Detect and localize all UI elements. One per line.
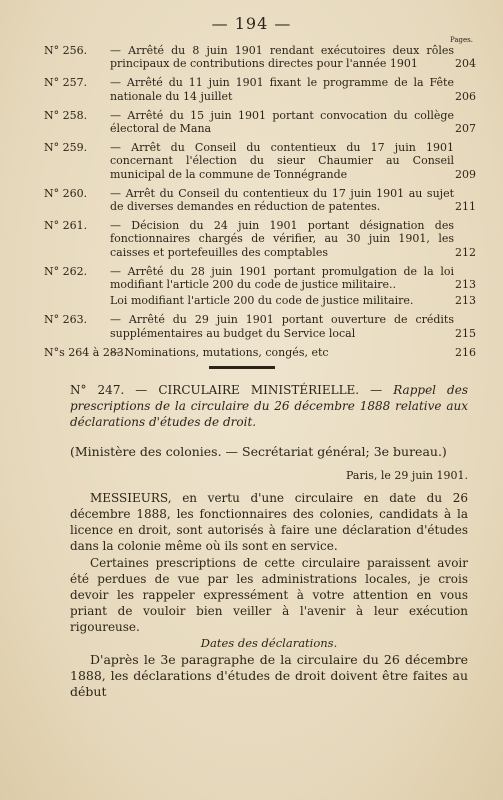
circular-number: N° 247. — CIRCULAIRE MINISTÉRIELLE. — (70, 383, 383, 397)
section-subheading: Dates des déclarations. (200, 636, 338, 650)
toc-entry-text: — Arrêté du 15 juin 1901 portant convocation du collège électoral de Mana (110, 108, 454, 136)
toc-entry-number: N° 259. (44, 141, 88, 155)
toc-entry-page: 212 (455, 245, 476, 259)
toc-entry-page: 213 (455, 294, 476, 308)
toc-entry (44, 313, 476, 339)
toc-subentry (110, 294, 476, 307)
toc-entry-page: 211 (455, 200, 476, 214)
toc-entry-text: — Nominations, mutations, congés, etc (110, 345, 329, 359)
page-number: — 194 — (211, 14, 292, 33)
toc-entry-page: 215 (455, 326, 476, 340)
toc-entry (44, 44, 476, 70)
section-divider (209, 366, 275, 369)
toc-entry (44, 265, 476, 291)
toc-entry (44, 141, 476, 181)
toc-subentry-text: Loi modifiant l'article 200 du code de justice militaire. (110, 294, 414, 308)
toc-entry-number: N° 256. (44, 44, 88, 57)
toc-entry-text: — Arrêté du 28 juin 1901 portant promulgation de la loi modifiant l'article 200 du code de justice militaire.. (110, 264, 454, 292)
paragraph: Certaines prescriptions de cette circulaire paraissent avoir été perdues de vue par les administrations locales, je crois devoir les rappeler expressément à votre attention en vous priant de vouloir bien veiller à l'avenir à leur exécution rigoureuse. (70, 556, 468, 634)
table-of-contents (44, 44, 476, 365)
toc-entry-text: — Arrêté du 29 juin 1901 portant ouverture de crédits supplémentaires au budget du Service local (110, 313, 454, 340)
toc-entry (44, 219, 476, 259)
circular-title: Rappel des prescriptions de la circulaire du 26 décembre 1888 relative aux déclarations d'études de droit. (70, 383, 468, 429)
toc-entry-page: 216 (455, 345, 476, 359)
toc-entry-number: N° 257. (44, 76, 88, 90)
toc-entry (44, 187, 476, 213)
toc-entry (44, 76, 476, 102)
ministry-line: (Ministère des colonies. — Secrétariat général; 3e bureau.) (70, 444, 447, 459)
toc-entry-text: — Arrêt du Conseil du contentieux du 17 juin 1901 au sujet de diverses demandes en réduction de patentes. (110, 186, 454, 214)
toc-entry-page: 207 (455, 122, 476, 136)
paragraph: MESSIEURS, en vertu d'une circulaire en date du 26 décembre 1888, les fonctionnaires des colonies, candidats à la licence en droit, sont autorisés à faire une déclaration d'études dans la colonie même où ils sont en service. (70, 491, 468, 553)
toc-entry-text: — Décision du 24 juin 1901 portant désignation des fonctionnaires chargés de vérifier, au 30 juin 1901, les caisses et portefeuilles des comptables (110, 219, 454, 259)
toc-entry-text: — Arrêté du 8 juin 1901 rendant exécutoires deux rôles principaux de contributions directes pour l'année 1901 (110, 44, 454, 71)
toc-entry-number: N° 263. (44, 313, 88, 327)
toc-entry-number: N°s 264 à 283. (44, 345, 128, 359)
toc-entry-text: — Arrêté du 11 juin 1901 fixant le programme de la Fête nationale du 14 juillet (110, 76, 454, 103)
toc-entry-number: N° 262. (44, 264, 88, 278)
date-line: Paris, le 29 juin 1901. (346, 469, 468, 482)
toc-entry (44, 346, 476, 359)
toc-entry-page: 209 (455, 167, 476, 181)
toc-entry (44, 109, 476, 135)
toc-entry-number: N° 261. (44, 219, 88, 233)
circular-heading (70, 382, 468, 430)
toc-entry-page: 204 (455, 57, 476, 71)
toc-entry-number: N° 260. (44, 186, 88, 200)
paragraph: D'après le 3e paragraphe de la circulaire du 26 décembre 1888, les déclarations d'études de droit doivent être faites au début (70, 652, 468, 699)
toc-entry-page: 206 (455, 89, 476, 103)
pages-column-label: Pages. (449, 36, 473, 44)
toc-entry-page: 213 (455, 278, 476, 292)
toc-entry-number: N° 258. (44, 108, 88, 122)
toc-entry-text: — Arrêt du Conseil du contentieux du 17 juin 1901 concernant l'élection du sieur Chaumier au Conseil municipal de la commune de Tonnégrande (110, 141, 454, 181)
